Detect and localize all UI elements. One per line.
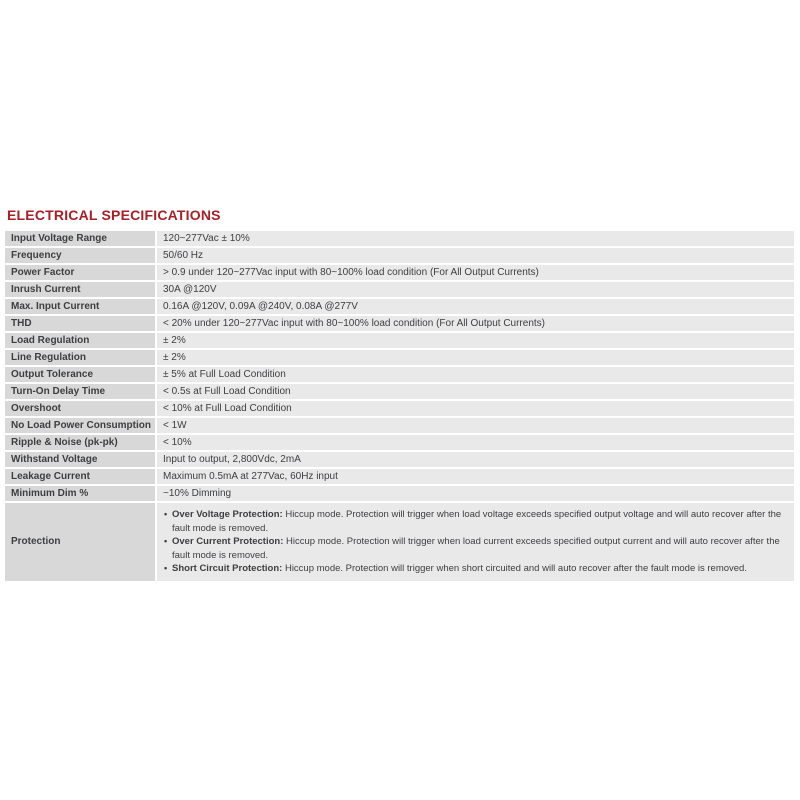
spec-row	[5, 469, 794, 484]
spec-row	[5, 282, 794, 297]
spec-row	[5, 401, 794, 416]
spec-label: Inrush Current	[5, 282, 155, 297]
spec-value: 0.16A @120V, 0.09A @240V, 0.08A @277V	[157, 299, 794, 314]
spec-value: < 10% at Full Load Condition	[157, 401, 794, 416]
spec-label: Max. Input Current	[5, 299, 155, 314]
spec-label: Leakage Current	[5, 469, 155, 484]
spec-label: Turn-On Delay Time	[5, 384, 155, 399]
spec-value: < 0.5s at Full Load Condition	[157, 384, 794, 399]
spec-label: Output Tolerance	[5, 367, 155, 382]
spec-label: Ripple & Noise (pk-pk)	[5, 435, 155, 450]
spec-label: Power Factor	[5, 265, 155, 280]
spec-value: ± 5% at Full Load Condition	[157, 367, 794, 382]
spec-label: Line Regulation	[5, 350, 155, 365]
spec-value: Input to output, 2,800Vdc, 2mA	[157, 452, 794, 467]
page-title: ELECTRICAL SPECIFICATIONS	[7, 207, 221, 223]
spec-value: 30A @120V	[157, 282, 794, 297]
protection-bullet: • Short Circuit Protection: Hiccup mode. Protection will trigger when short circuited and will auto recover after the fault mode is removed.	[164, 563, 747, 574]
spec-row	[5, 299, 794, 314]
spec-value: 120~277Vac ± 10%	[157, 231, 794, 246]
spec-row	[5, 316, 794, 331]
spec-section	[5, 207, 794, 583]
spec-row	[5, 503, 794, 581]
spec-label: Minimum Dim %	[5, 486, 155, 501]
spec-value: ± 2%	[157, 333, 794, 348]
bullet-marker: •	[164, 563, 168, 573]
spec-value: < 1W	[157, 418, 794, 433]
spec-row	[5, 435, 794, 450]
spec-value: Maximum 0.5mA at 277Vac, 60Hz input	[157, 469, 794, 484]
bullet-title: Short Circuit Protection:	[172, 563, 283, 574]
spec-row	[5, 248, 794, 263]
spec-label: Protection	[5, 503, 155, 581]
bullet-marker: •	[164, 509, 168, 519]
spec-label: Withstand Voltage	[5, 452, 155, 467]
spec-value: 50/60 Hz	[157, 248, 794, 263]
spec-row	[5, 384, 794, 399]
spec-value: < 10%	[157, 435, 794, 450]
spec-row	[5, 265, 794, 280]
bullet-marker: •	[164, 536, 168, 546]
spec-label: Load Regulation	[5, 333, 155, 348]
spec-row	[5, 418, 794, 433]
bullet-title: Over Voltage Protection:	[172, 509, 283, 520]
spec-label: THD	[5, 316, 155, 331]
spec-value: < 20% under 120~277Vac input with 80~100% load condition (For All Output Currents)	[157, 316, 794, 331]
spec-row	[5, 350, 794, 365]
spec-value	[157, 503, 794, 581]
spec-label: Input Voltage Range	[5, 231, 155, 246]
spec-label: No Load Power Consumption	[5, 418, 155, 433]
protection-bullet-list	[163, 508, 786, 576]
protection-bullet: • Over Current Protection: Hiccup mode. Protection will trigger when load current exceeds specified output current and will auto recover after the fault mode is removed.	[164, 536, 780, 561]
spec-value: ~10% Dimming	[157, 486, 794, 501]
spec-value: > 0.9 under 120~277Vac input with 80~100% load condition (For All Output Currents)	[157, 265, 794, 280]
bullet-title: Over Current Protection:	[172, 536, 284, 547]
protection-bullet: • Over Voltage Protection: Hiccup mode. Protection will trigger when load voltage exceeds specified output voltage and will auto recover after the fault mode is removed.	[164, 509, 782, 534]
spec-label: Frequency	[5, 248, 155, 263]
spec-value: ± 2%	[157, 350, 794, 365]
spec-label: Overshoot	[5, 401, 155, 416]
spec-row	[5, 333, 794, 348]
spec-row	[5, 486, 794, 501]
spec-table	[5, 231, 794, 581]
spec-row	[5, 367, 794, 382]
spec-row	[5, 231, 794, 246]
spec-row	[5, 452, 794, 467]
